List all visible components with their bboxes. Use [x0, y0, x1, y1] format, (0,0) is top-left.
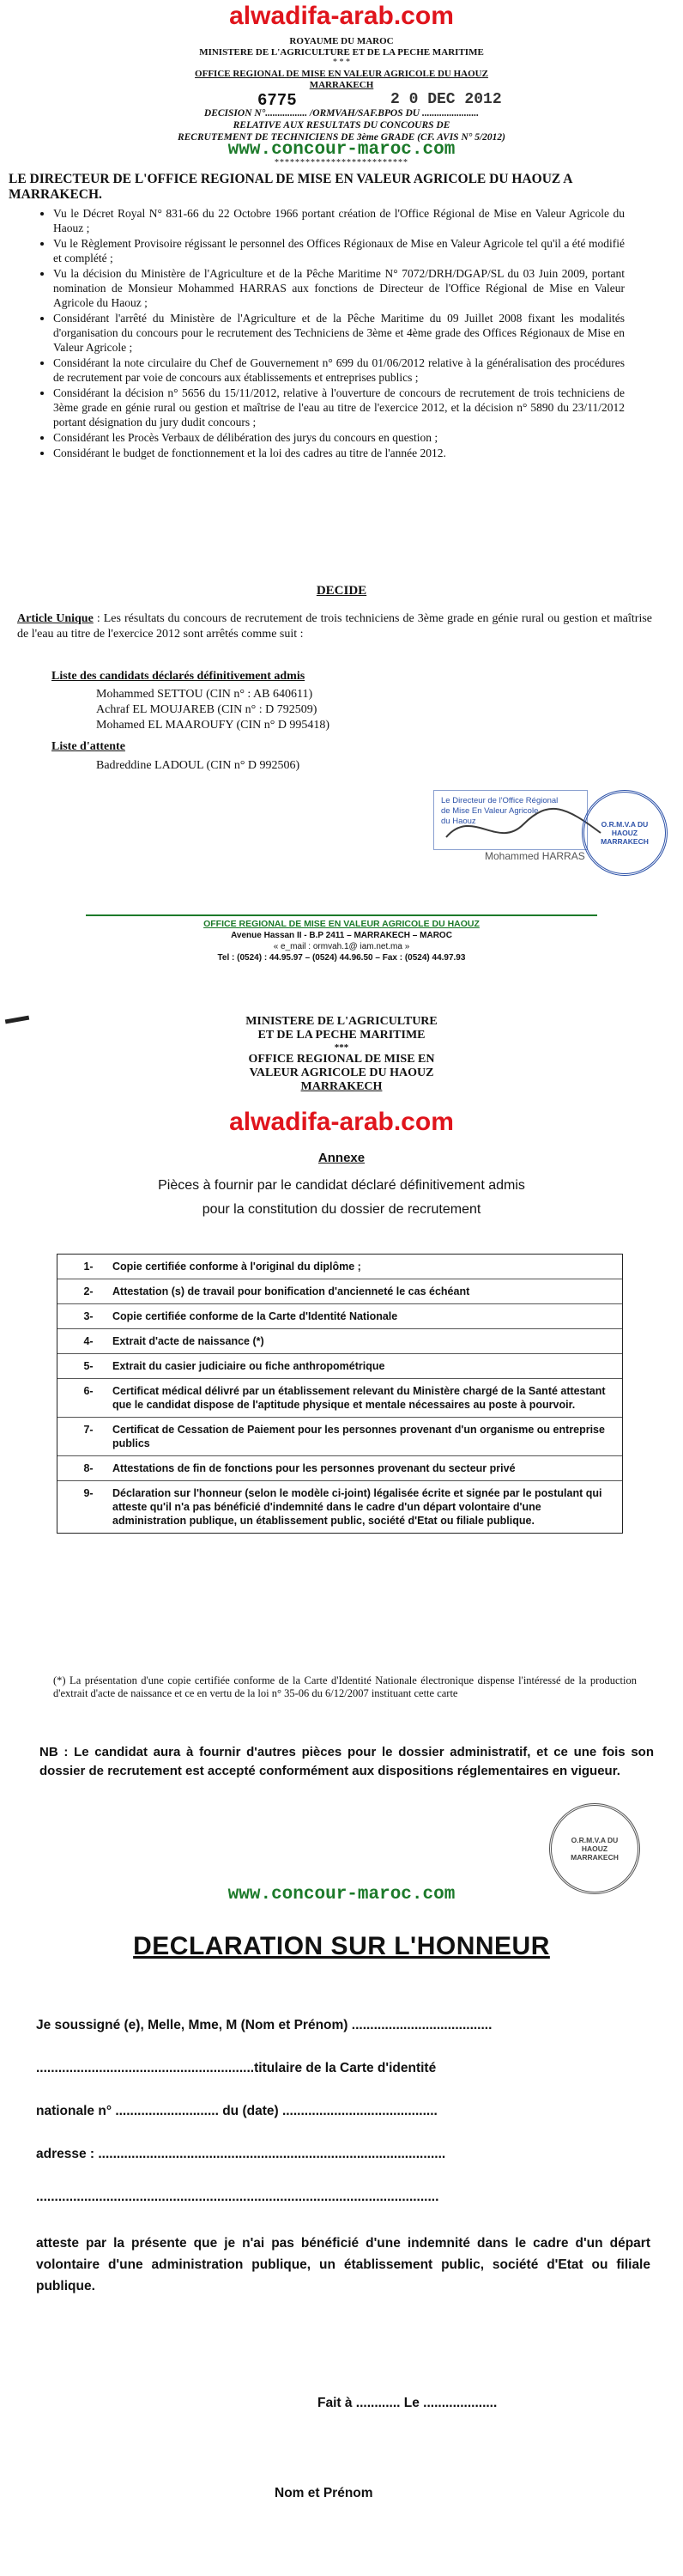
footer-email: « e_mail : ormvah.1@ iam.net.ma »	[273, 942, 410, 951]
consideration-item: • Considérant la note circulaire du Chef de Gouvernement n° 699 du 01/06/2012 relative à la généralisation des procédures de recrutement par voie de concours aux établissements et entreprises publics ;	[53, 355, 625, 385]
admitted-name: Achraf EL MOUJAREB (CIN n° : D 792509)	[96, 703, 317, 716]
annex-row-text: Copie certifiée conforme de la Carte d'Identité Nationale	[112, 1310, 398, 1322]
annex-row	[57, 1418, 622, 1456]
article-text: : Les résultats du concours de recrutement de trois techniciens de 3ème grade en génie rural ou gestion et maîtrise de l'eau au titre de l'exercice 2012 sont arrêtés comme suit :	[17, 612, 652, 641]
annex-row-num: 9-	[83, 1487, 94, 1499]
footer-address: Avenue Hassan II - B.P 2411 – MARRAKECH – MAROC	[231, 931, 452, 940]
declaration-name-label: Nom et Prénom	[275, 2486, 373, 2500]
declaration-line-5: .............................................................................................................	[36, 2190, 439, 2204]
p2-ministry-1: MINISTERE DE L'AGRICULTURE	[245, 1015, 438, 1028]
official-seal-icon	[549, 1803, 640, 1894]
admitted-list	[96, 687, 329, 733]
decision-number: 6775	[257, 91, 297, 110]
annex-row-num: 1-	[83, 1261, 94, 1273]
annex-row-num: 7-	[83, 1424, 94, 1436]
declaration-title: DECLARATION SUR L'HONNEUR	[133, 1932, 550, 1960]
annex-row	[57, 1481, 622, 1533]
annex-row	[57, 1304, 622, 1329]
annex-subtitle-1: Pièces à fournir par le candidat déclaré définitivement admis	[158, 1178, 525, 1193]
consideration-item: • Considérant la décision n° 5656 du 15/11/2012, relative à l'ouverture de concours de recrutement de trois techniciens de 3ème grade en génie rural ou gestion et maîtrise de l'eau au titre de l'exercice 2012, et la décision n° 5890 du 23/11/2012 portant désignation du jury dudit concours ;	[53, 386, 625, 429]
annex-row	[57, 1456, 622, 1481]
annex-table	[57, 1254, 623, 1534]
header-city: MARRAKECH	[309, 80, 374, 90]
annex-row-num: 3-	[83, 1310, 94, 1322]
annex-row-text: Attestations de fin de fonctions pour les personnes provenant du secteur privé	[112, 1462, 516, 1474]
annex-row-num: 4-	[83, 1335, 94, 1347]
asterisk-line: **************************	[275, 158, 408, 167]
header-ministry: MINISTERE DE L'AGRICULTURE ET DE LA PECHE MARITIME	[199, 47, 484, 58]
article-label: Article Unique	[17, 612, 94, 625]
recruit-line: RECRUTEMENT DE TECHNICIENS DE 3ème GRADE (CF. AVIS N° 5/2012)	[177, 132, 506, 143]
annex-row-num: 8-	[83, 1462, 94, 1474]
header-stars: * * *	[333, 58, 350, 67]
consideration-item: • Vu le Règlement Provisoire régissant le personnel des Offices Régionaux de Mise en Valeur Agricole tel qu'il a été modifié et complété ;	[53, 236, 625, 265]
article-unique	[17, 611, 652, 642]
annex-row-num: 6-	[83, 1385, 94, 1397]
annex-row	[57, 1255, 622, 1279]
p2-stars: ***	[334, 1042, 349, 1053]
stamp-line: Le Directeur de l'Office Régional	[441, 796, 559, 805]
annex-row-text: Certificat de Cessation de Paiement pour les personnes provenant d'un organisme ou entreprise publics	[112, 1424, 605, 1449]
decision-line: DECISION N°................. /ORMVAH/SAF.BPOS DU .......................	[203, 108, 480, 118]
annex-row	[57, 1354, 622, 1379]
considerations-list	[41, 206, 625, 461]
consideration-item: • Considérant le budget de fonctionnement et la loi des cadres au titre de l'année 2012.	[53, 446, 625, 460]
director-title: LE DIRECTEUR DE L'OFFICE REGIONAL DE MISE EN VALEUR AGRICOLE DU HAOUZ A MARRAKECH.	[9, 172, 572, 202]
annex-row-num: 5-	[83, 1360, 94, 1372]
watermark-link-2: www.concour-maroc.com	[227, 1885, 456, 1905]
header-kingdom: ROYAUME DU MAROC	[289, 36, 394, 46]
p2-city: MARRAKECH	[300, 1080, 383, 1093]
declaration-body: atteste par la présente que je n'ai pas bénéficié d'une indemnité dans le cadre d'un départ volontaire d'une administration publique, un établissement public, société d'Etat ou filiale publique.	[36, 2236, 650, 2293]
waiting-name: Badreddine LADOUL (CIN n° D 992506)	[96, 759, 300, 772]
consideration-item: • Vu le Décret Royal N° 831-66 du 22 Octobre 1966 portant création de l'Office Régional de Mise en Valeur Agricole du Haouz ;	[53, 206, 625, 235]
official-seal-icon	[582, 790, 668, 876]
watermark-link-1: www.concour-maroc.com	[227, 140, 456, 160]
waiting-title: Liste d'attente	[51, 740, 125, 753]
date-stamp: 2 0 DEC 2012	[390, 91, 502, 108]
annex-row	[57, 1329, 622, 1354]
consideration-item: • Vu la décision du Ministère de l'Agriculture et de la Pêche Maritime N° 7072/DRH/DGAP/SL du 03 Juin 2009, portant nomination de Monsieur Mohammed HARRAS aux fonctions de Directeur de l'Office Régional de Mise en Valeur Agricole du Haouz ;	[53, 266, 625, 310]
admitted-name: Mohamed EL MAAROUFY (CIN n° D 995418)	[96, 719, 330, 732]
declaration-line-1: Je soussigné (e), Melle, Mme, M (Nom et Prénom) ......................................	[36, 2018, 493, 2032]
consideration-item: • Considérant les Procès Verbaux de délibération des jurys du concours en question ;	[53, 430, 625, 445]
annex-title: Annexe	[317, 1151, 366, 1165]
declaration-line-3: nationale n° ............................ du (date) ..........................................	[36, 2104, 438, 2118]
annex-row-text: Attestation (s) de travail pour bonification d'ancienneté le cas échéant	[112, 1285, 470, 1297]
annex-row	[57, 1379, 622, 1418]
p2-office-1: OFFICE REGIONAL DE MISE EN	[248, 1053, 435, 1066]
seal-text: O.R.M.V.A DU HAOUZ MARRAKECH	[601, 820, 649, 846]
decide-heading: DECIDE	[316, 584, 367, 598]
annex-nb: NB : Le candidat aura à fournir d'autres pièces pour le dossier administratif, et ce une fois son dossier de recrutement est accepté conformément aux dispositions réglementaires en vigueur.	[39, 1745, 654, 1778]
admitted-title: Liste des candidats déclarés définitivement admis	[51, 670, 305, 683]
director-name: Mohammed HARRAS	[485, 850, 585, 862]
annex-row-num: 2-	[83, 1285, 94, 1297]
stamp-line: du Haouz	[441, 817, 476, 826]
footer-divider	[86, 914, 597, 916]
annex-row-text: Extrait d'acte de naissance (*)	[112, 1335, 264, 1347]
annex-row	[57, 1279, 622, 1304]
annex-subtitle-2: pour la constitution du dossier de recrutement	[202, 1202, 481, 1217]
watermark-top: alwadifa-arab.com	[229, 2, 454, 30]
consideration-item: • Considérant l'arrêté du Ministère de l'Agriculture et de la Pêche Maritime du 09 Juillet 2008 fixant les modalités d'organisation du concours pour le recrutement des Techniciens de 3ème et 4ème grade des Offices Régionaux de Mise en Valeur Agricole ;	[53, 311, 625, 355]
annex-row-text: Copie certifiée conforme à l'original du diplôme ;	[112, 1261, 361, 1273]
watermark-middle: alwadifa-arab.com	[229, 1108, 454, 1136]
annex-footnote: (*) La présentation d'une copie certifiée conforme de la Carte d'Identité Nationale électronique dispense l'intéressé de la production d'extrait d'acte de naissance et ce en vertu de la loi n° 35-06 du 6/12/2007 instituant cette carte	[53, 1674, 637, 1699]
header-office: OFFICE REGIONAL DE MISE EN VALEUR AGRICOLE DU HAOUZ	[195, 69, 488, 79]
annex-row-text: Extrait du casier judiciaire ou fiche anthropométrique	[112, 1360, 385, 1372]
relative-line: RELATIVE AUX RESULTATS DU CONCOURS DE	[233, 120, 450, 131]
p2-office-2: VALEUR AGRICOLE DU HAOUZ	[249, 1066, 434, 1079]
declaration-place-date: Fait à ............ Le ....................	[317, 2396, 498, 2410]
annex-row-text: Déclaration sur l'honneur (selon le modèle ci-joint) légalisée écrite et signée par le postulant qui atteste qu'il n'a pas bénéficié d'indemnité dans le cadre d'un départ volontaire d'une administration publique, un établissement public, société d'Etat ou filiale publique.	[112, 1487, 602, 1527]
seal-text: O.R.M.V.A DU HAOUZ MARRAKECH	[571, 1836, 619, 1862]
declaration-line-2: ...........................................................titulaire de la Carte d'identité	[36, 2061, 437, 2075]
admitted-name: Mohammed SETTOU (CIN n° : AB 640611)	[96, 688, 313, 701]
footer-office: OFFICE REGIONAL DE MISE EN VALEUR AGRICOLE DU HAOUZ	[203, 919, 480, 929]
stamp-line: de Mise En Valeur Agricole	[441, 806, 539, 816]
footer-phone: Tel : (0524) : 44.95.97 – (0524) 44.96.50 – Fax : (0524) 44.97.93	[217, 953, 466, 963]
annex-row-text: Certificat médical délivré par un établissement relevant du Ministère chargé de la Santé attestant que le candidat dispose de l'aptitude physique et mentale nécessaires au poste à pourvoir.	[112, 1385, 606, 1411]
p2-ministry-2: ET DE LA PECHE MARITIME	[257, 1029, 426, 1042]
declaration-line-4: adresse : ..............................................................................................	[36, 2147, 446, 2161]
